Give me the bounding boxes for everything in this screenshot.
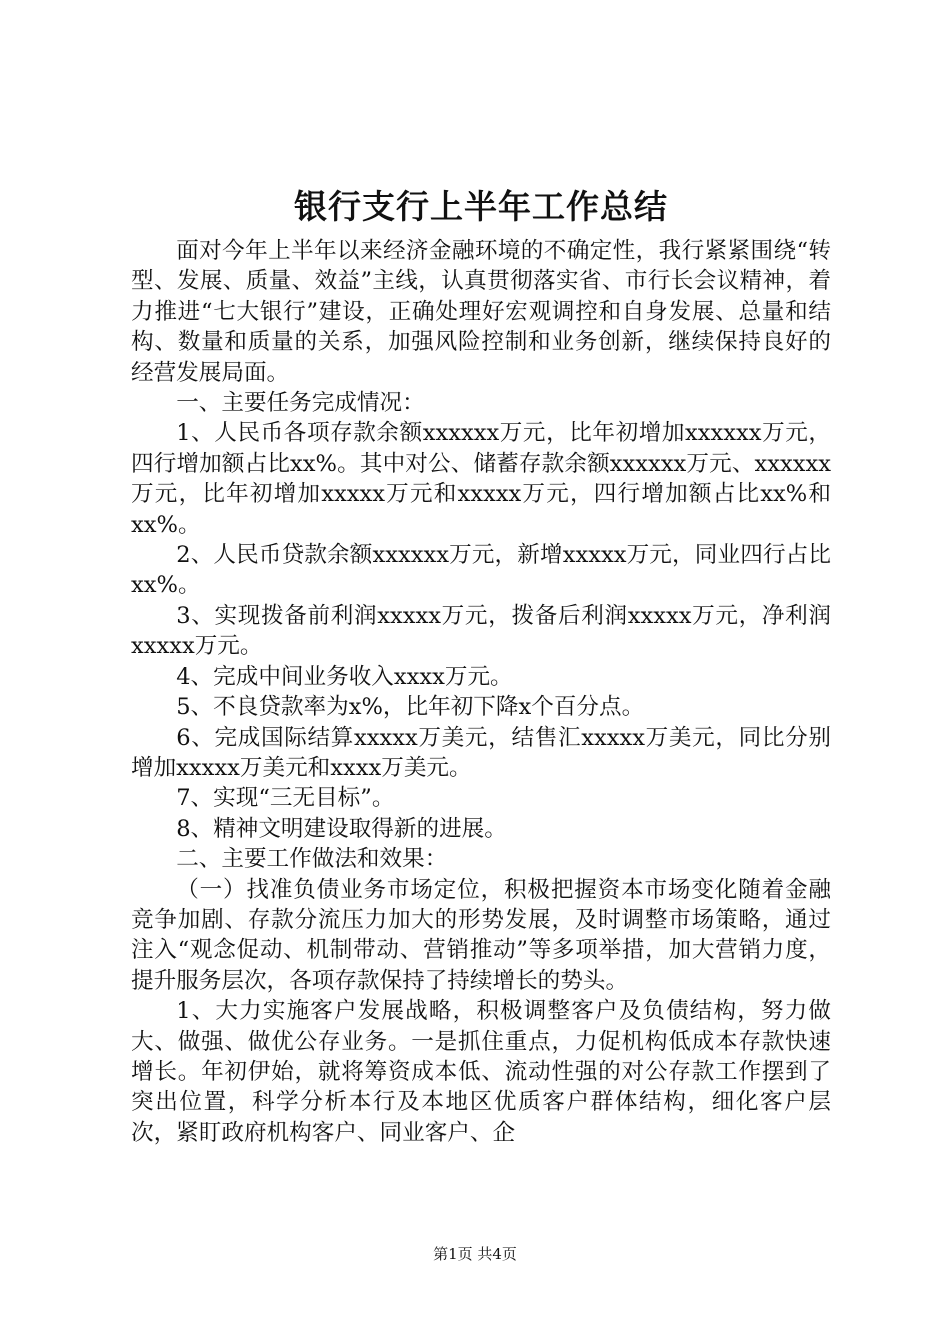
paragraph-item-6: 6、完成国际结算xxxxx万美元，结售汇xxxxx万美元，同比分别增加xxxxx万美元和xxxx万美元。 bbox=[131, 724, 831, 781]
document-title: 银行支行上半年工作总结 bbox=[294, 187, 668, 226]
paragraph-item-5: 5、不良贷款率为x%，比年初下降x个百分点。 bbox=[176, 694, 645, 721]
paragraph-item-7: 7、实现“三无目标”。 bbox=[176, 785, 395, 812]
paragraph-item-2: 2、人民币贷款余额xxxxxx万元，新增xxxxx万元，同业四行占比xx%。 bbox=[131, 542, 831, 599]
paragraph-item-4: 4、完成中间业务收入xxxx万元。 bbox=[176, 663, 513, 690]
paragraph-intro: 面对今年上半年以来经济金融环境的不确定性，我行紧紧围绕“转型、发展、质量、效益”主线，认真贯彻落实省、市行长会议精神，着力推进“七大银行”建设，正确处理好宏观调控和自身发展、总量和结构、数量和质量的关系，加强风险控制和业务创新，继续保持良好的经营发展局面。 bbox=[131, 238, 831, 386]
page-footer: 第1页 共4页 bbox=[433, 1245, 517, 1263]
document-body bbox=[131, 236, 831, 1148]
section-heading-1: 一、主要任务完成情况： bbox=[176, 390, 425, 417]
paragraph-item-3: 3、实现拨备前利润xxxxx万元，拨备后利润xxxxx万元，净利润xxxxx万元。 bbox=[131, 602, 831, 660]
paragraph-item-1: 1、人民币各项存款余额xxxxxx万元，比年初增加xxxxxx万元，四行增加额占比xx%。其中对公、储蓄存款余额xxxxxx万元、xxxxxx万元，比年初增加xxxxx万元和xxxxx万元，四行增加额占比xx%和xx%。 bbox=[131, 420, 831, 538]
paragraph-subsection-1-item-1: 1、大力实施客户发展战略，积极调整客户及负债结构，努力做大、做强、做优公存业务。一是抓住重点，力促机构低成本存款快速增长。年初伊始，就将筹资成本低、流动性强的对公存款工作摆到了突出位置，科学分析本行及本地区优质客户群体结构，细化客户层次，紧盯政府机构客户、同业客户、企 bbox=[131, 998, 831, 1146]
paragraph-item-8: 8、精神文明建设取得新的进展。 bbox=[176, 815, 507, 842]
paragraph-subsection-1: （一）找准负债业务市场定位，积极把握资本市场变化随着金融竞争加剧、存款分流压力加大的形势发展，及时调整市场策略，通过注入“观念促动、机制带动、营销推动”等多项举措，加大营销力度，提升服务层次，各项存款保持了持续增长的势头。 bbox=[131, 876, 831, 994]
document-page bbox=[131, 178, 831, 1148]
section-heading-2: 二、主要工作做法和效果： bbox=[176, 846, 448, 873]
